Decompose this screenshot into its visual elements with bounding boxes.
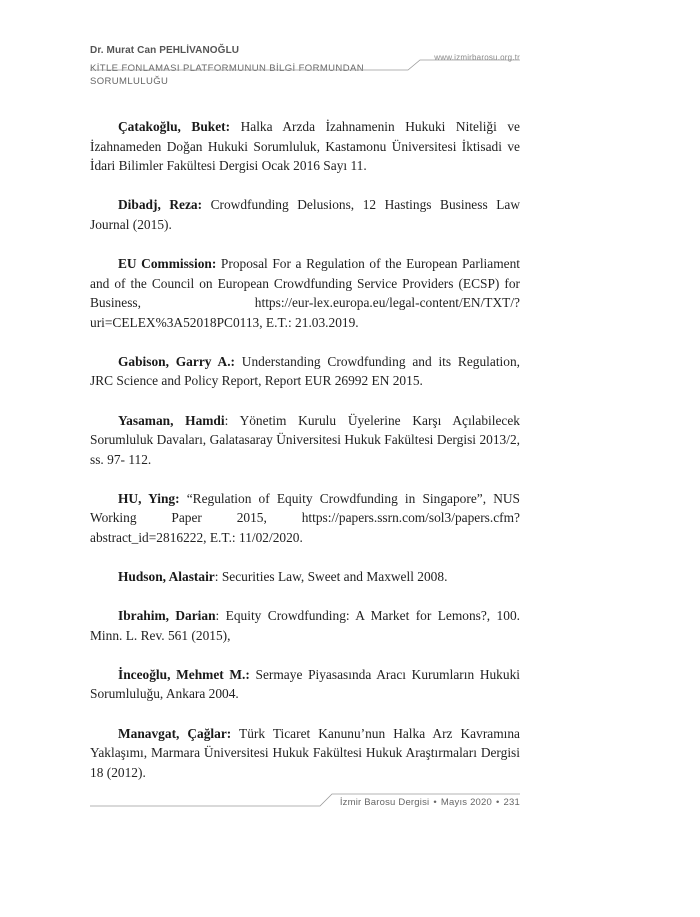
reference-text: Crowdfunding Delusions, 12 Hastings Business Law Journal (2015). [90,197,520,232]
reference-author: Ibrahim, Darian [118,608,216,624]
reference-text: Türk Ticaret Kanunu’nun Halka Arz Kavramına Yaklaşımı, Marmara Üniversitesi Hukuk Fakültesi Hukuk Araştırmaları Dergisi 18 (2012). [90,725,520,780]
reference-text: “Regulation of Equity Crowdfunding in Singapore”, NUS Working Paper 2015, https://papers.ssrn.com/sol3/papers.cfm?abstract_id=2816222, E.T.: 11/02/2020. [90,490,520,545]
reference-author: Çatakoğlu, Buket: [118,119,231,134]
reference-author: Hudson, Alastair [118,569,215,585]
footer-separator: • [433,797,437,808]
reference-text: Sermaye Piyasasında Aracı Kurumların Hukuki Sorumluluğu, Ankara 2004. [90,666,520,702]
reference-text: Proposal For a Regulation of the European Parliament and of the Council on European Crowdfunding Service Providers (ECSP) for Business, https://eur-lex.europa.eu/legal-content/EN/TXT/?uri=CELEX%3A52018PC0113, E.T.: 21.03.2019. [90,255,520,330]
reference-list [90,117,520,802]
reference-author: Dibadj, Reza: [118,197,203,213]
footer-journal-name: İzmir Barosu Dergisi [339,797,430,808]
reference-text: Halka Arzda İzahnamenin Hukuki Niteliği ve İzahnameden Doğan Hukuki Sorumluluk, Kastamonu Üniversitesi İktisadi ve İdari Bilimler Fakültesi Dergisi Ocak 2016 Sayı 11. [90,119,520,174]
reference-author: Manavgat, Çağlar: [118,725,232,741]
running-head-title: KİTLE FONLAMASI PLATFORMUNUN BİLGİ FORMUNDAN SORUMLULUĞU [90,63,364,87]
reference-author: HU, Ying: [118,490,180,506]
header-rule [90,58,520,72]
page-footer [340,797,520,808]
footer-issue-date: Mayıs 2020 [440,797,493,808]
reference-entry [90,411,520,470]
reference-entry [90,117,520,176]
running-head-author: Dr. Murat Can PEHLİVANOĞLU [90,45,240,56]
reference-entry [90,567,520,587]
reference-entry [90,352,520,391]
reference-entry [90,195,520,234]
reference-author: Yasaman, Hamdi [118,412,225,428]
footer-separator: • [496,797,500,808]
reference-entry [90,489,520,548]
reference-entry [90,724,520,783]
reference-text: : Equity Crowdfunding: A Market for Lemons?, 100. Minn. L. Rev. 561 (2015), [90,608,520,643]
reference-text: : Yönetim Kurulu Üyelerine Karşı Açılabilecek Sorumluluk Davaları, Galatasaray Üniversitesi Hukuk Fakültesi Dergisi 2013/2, ss. 97- 112. [90,412,520,467]
reference-author: İnceoğlu, Mehmet M.: [118,666,250,682]
reference-text: : Securities Law, Sweet and Maxwell 2008. [214,569,448,585]
reference-author: Gabison, Garry A.: [118,353,235,369]
reference-text: Understanding Crowdfunding and its Regulation, JRC Science and Policy Report, Report EUR 26992 EN 2015. [90,353,521,389]
header-url: www.izmirbarosu.org.tr [434,53,520,62]
reference-author: EU Commission: [118,255,217,271]
reference-entry [90,254,520,332]
page-number: 231 [503,797,520,808]
reference-entry [90,665,520,704]
reference-entry [90,606,520,645]
